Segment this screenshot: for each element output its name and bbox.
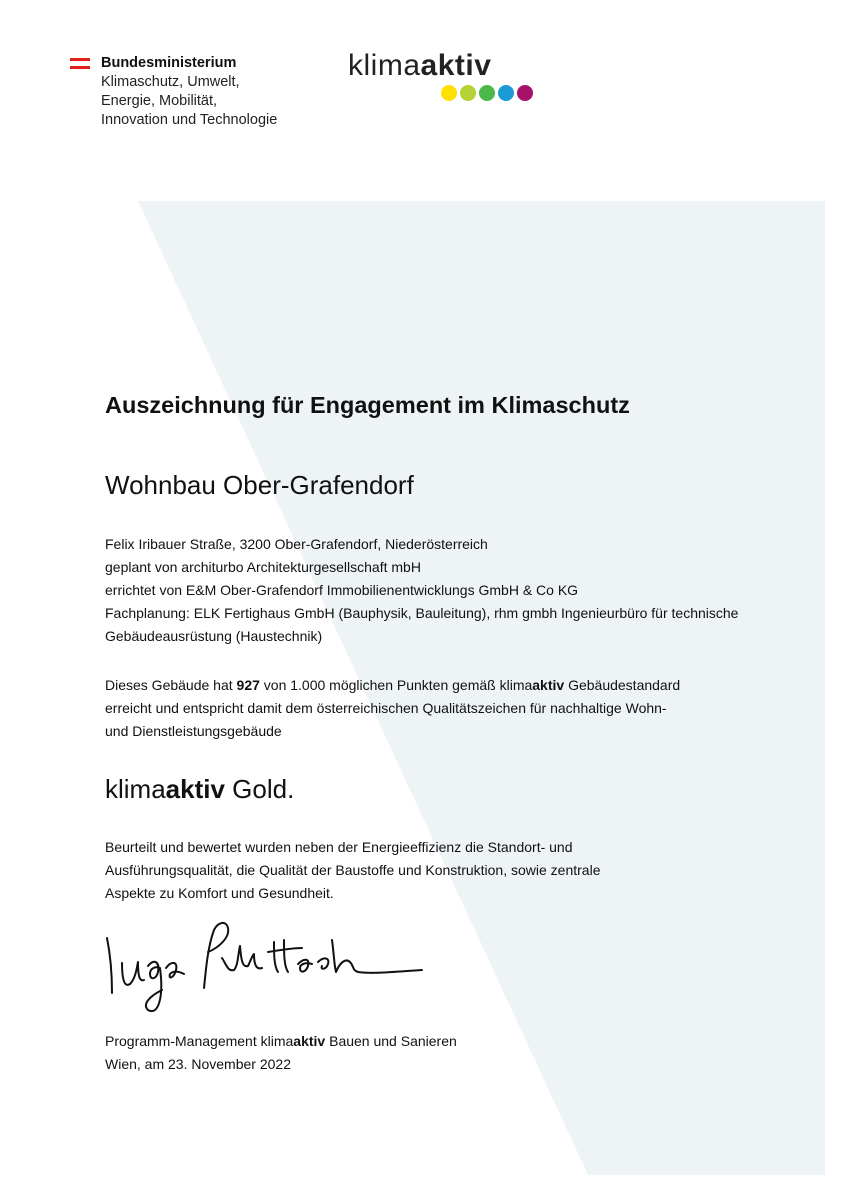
planner-line: geplant von architurbo Architekturgesellschaft mbH (105, 559, 421, 575)
austrian-flag-icon (70, 58, 90, 69)
points-line-1: Dieses Gebäude hat 927 von 1.000 möglichen Punkten gemäß klimaaktiv Gebäudestandard (105, 677, 681, 693)
specialist-planning-line-cont: Gebäudeausrüstung (Haustechnik) (105, 628, 323, 644)
project-details (105, 533, 815, 648)
assessment-line-1: Beurteilt und bewertet wurden neben der Energieeffizienz die Standort- und (105, 839, 573, 855)
assessment-line-2: Ausführungsqualität, die Qualität der Baustoffe und Konstruktion, sowie zentrale (105, 862, 601, 878)
klimaaktiv-logo (348, 49, 548, 83)
ministry-line-3: Energie, Mobilität, (101, 93, 218, 109)
ministry-name-block (101, 54, 277, 130)
green-dot-icon (479, 85, 495, 101)
project-name: Wohnbau Ober-Grafendorf (105, 470, 414, 500)
builder-line: errichtet von E&M Ober-Grafendorf Immobilienentwicklungs GmbH & Co KG (105, 582, 579, 598)
certificate-footer (105, 1030, 457, 1076)
assessment-text (105, 836, 815, 905)
assessment-line-3: Aspekte zu Komfort und Gesundheit. (105, 885, 334, 901)
points-line-3: und Dienstleistungsgebäude (105, 723, 282, 739)
specialist-planning-line: Fachplanung: ELK Fertighaus GmbH (Bauphysik, Bauleitung), rhm gmbh Ingenieurbüro für technische (105, 605, 739, 621)
address-line: Felix Iribauer Straße, 3200 Ober-Grafendorf, Niederösterreich (105, 536, 488, 552)
certificate-header (70, 49, 790, 144)
score-value: 927 (236, 677, 260, 693)
yellow-dot-icon (441, 85, 457, 101)
ministry-line-2: Klimaschutz, Umwelt, (101, 74, 240, 90)
points-statement (105, 674, 815, 743)
magenta-dot-icon (517, 85, 533, 101)
place-date-line: Wien, am 23. November 2022 (105, 1056, 291, 1072)
certificate-body (105, 390, 815, 905)
klimaaktiv-wordmark: klimaaktiv (348, 49, 492, 82)
logo-dots (441, 85, 533, 101)
ministry-line-4: Innovation und Technologie (101, 112, 278, 128)
blue-dot-icon (498, 85, 514, 101)
lime-dot-icon (460, 85, 476, 101)
handwritten-signature (104, 918, 434, 1016)
program-management-line: Programm-Management klimaaktiv Bauen und Sanieren (105, 1033, 457, 1049)
ministry-line-1: Bundesministerium (101, 55, 237, 71)
certificate-title: Auszeichnung für Engagement im Klimaschutz (105, 392, 630, 418)
points-line-2: erreicht und entspricht damit dem österreichischen Qualitätszeichen für nachhaltige Wohn- (105, 700, 667, 716)
award-grade: klimaaktiv Gold. (105, 774, 295, 804)
